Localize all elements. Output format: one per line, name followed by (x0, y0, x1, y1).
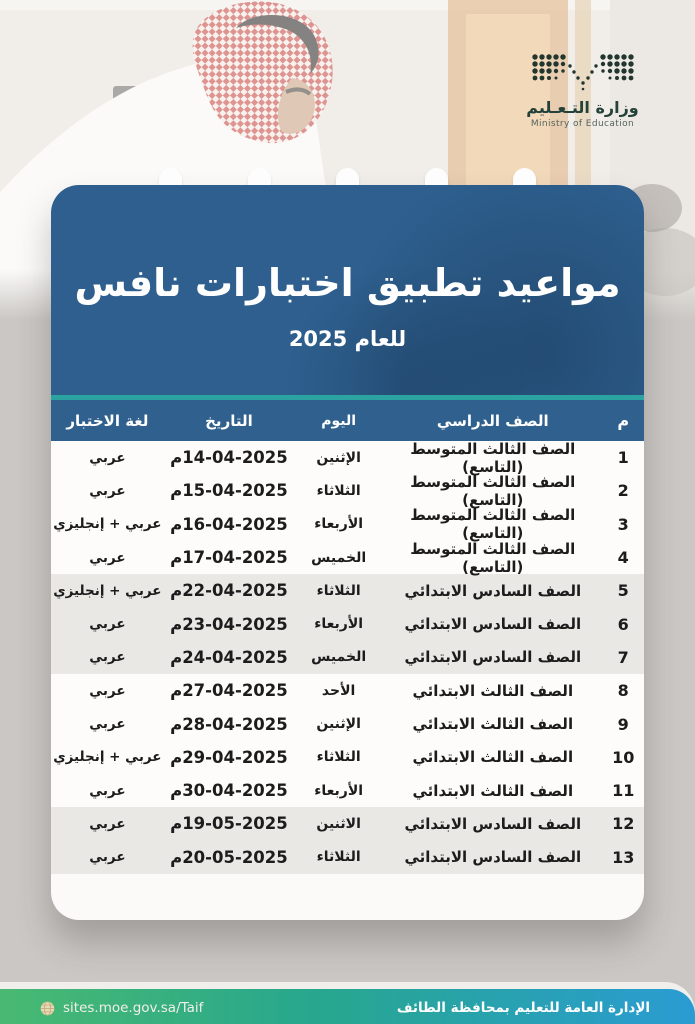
cell-number: 10 (612, 747, 635, 767)
cell-number: 1 (617, 448, 629, 468)
cell-day: الأحد (321, 682, 356, 699)
cell-day: الثلاثاء (316, 582, 361, 599)
footer-website (40, 1000, 203, 1016)
cell-number: 4 (617, 548, 629, 568)
cell-grade: الصف الثالث الابتدائي (412, 681, 574, 700)
cell-date: 27-04-2025م (170, 681, 288, 701)
cell-language: عربي + إنجليزي (53, 582, 162, 599)
table-row (51, 474, 644, 507)
globe-icon (40, 1001, 55, 1016)
ministry-logo-dots-icon (531, 52, 635, 92)
table-row (51, 574, 644, 607)
cell-day: الإثنين (316, 449, 361, 466)
cell-number: 2 (617, 481, 629, 501)
footer-organization: الإدارة العامة للتعليم بمحافظة الطائف (396, 1000, 650, 1016)
table-row (51, 841, 644, 874)
cell-day: الخميس (311, 649, 367, 666)
cell-date: 24-04-2025م (170, 647, 288, 667)
cell-day: الأربعاء (314, 616, 364, 633)
header-grade: الصف الدراسي (436, 411, 549, 430)
table-row (51, 741, 644, 774)
schedule-card (51, 185, 644, 920)
cell-day: الاثنين (316, 815, 361, 832)
cell-grade: الصف السادس الابتدائي (404, 648, 582, 667)
table-row (51, 441, 644, 474)
cell-number: 8 (617, 681, 629, 701)
cell-day: الأربعاء (314, 516, 364, 533)
cell-language: عربي (89, 616, 126, 633)
cell-grade: الصف الثالث الابتدائي (412, 781, 574, 800)
ministry-logo (520, 52, 645, 129)
cell-number: 7 (617, 647, 629, 667)
table-row (51, 607, 644, 640)
cell-grade: الصف الثالث المتوسط (التاسع) (410, 539, 576, 576)
cell-grade: الصف الثالث الابتدائي (412, 715, 574, 734)
table-row (51, 541, 644, 574)
cell-date: 29-04-2025م (170, 747, 288, 767)
table-row (51, 807, 644, 840)
cell-language: عربي + إنجليزي (53, 516, 162, 533)
header-day: اليوم (321, 412, 357, 429)
cell-number: 13 (612, 847, 635, 867)
cell-language: عربي (89, 449, 126, 466)
card-header (51, 185, 644, 395)
cell-day: الثلاثاء (316, 749, 361, 766)
table-row (51, 641, 644, 674)
cell-language: عربي (89, 782, 126, 799)
cell-number: 5 (617, 581, 629, 601)
cell-day: الأربعاء (314, 782, 364, 799)
ministry-logo-arabic: وزارة التـعـليم (526, 98, 639, 117)
cell-date: 17-04-2025م (170, 548, 288, 568)
header-number: م (617, 411, 630, 430)
cell-number: 12 (612, 814, 635, 834)
header-date: التاريخ (205, 411, 253, 430)
cell-language: عربي (89, 682, 126, 699)
cell-day: الخميس (311, 549, 367, 566)
cell-grade: الصف السادس الابتدائي (404, 615, 582, 634)
cell-number: 11 (612, 781, 635, 801)
cell-grade: الصف الثالث المتوسط (التاسع) (410, 439, 576, 476)
cell-date: 19-05-2025م (170, 814, 288, 834)
cell-grade: الصف السادس الابتدائي (404, 848, 582, 867)
cell-date: 22-04-2025م (170, 581, 288, 601)
cell-grade: الصف السادس الابتدائي (404, 814, 582, 833)
cell-grade: الصف الثالث المتوسط (التاسع) (410, 472, 576, 509)
cell-number: 3 (617, 514, 629, 534)
footer-url-text: sites.moe.gov.sa/Taif (63, 1000, 204, 1016)
header-language: لغة الاختبار (66, 411, 149, 430)
cell-grade: الصف السادس الابتدائي (404, 581, 582, 600)
cell-day: الإثنين (316, 716, 361, 733)
table-row (51, 707, 644, 740)
cell-language: عربي (89, 649, 126, 666)
cell-number: 6 (617, 614, 629, 634)
table-row (51, 508, 644, 541)
footer-band (0, 989, 695, 1024)
cell-grade: الصف الثالث المتوسط (التاسع) (410, 506, 576, 543)
table-body (51, 441, 644, 874)
cell-date: 28-04-2025م (170, 714, 288, 734)
table-header (51, 400, 644, 441)
cell-day: الثلاثاء (316, 482, 361, 499)
cell-language: عربي (89, 549, 126, 566)
poster-title: مواعيد تطبيق اختبارات نافس (74, 261, 621, 305)
cell-language: عربي (89, 849, 126, 866)
cell-language: عربي (89, 482, 126, 499)
cell-number: 9 (617, 714, 629, 734)
cell-language: عربي (89, 716, 126, 733)
cell-date: 14-04-2025م (170, 448, 288, 468)
cell-language: عربي (89, 815, 126, 832)
poster-subtitle: للعام 2025 (288, 326, 407, 351)
table-row (51, 774, 644, 807)
table-row (51, 674, 644, 707)
cell-date: 23-04-2025م (170, 614, 288, 634)
ministry-logo-english: Ministry of Education (530, 119, 635, 129)
cell-date: 16-04-2025م (170, 514, 288, 534)
cell-date: 30-04-2025م (170, 781, 288, 801)
cell-language: عربي + إنجليزي (53, 749, 162, 766)
cell-grade: الصف الثالث الابتدائي (412, 748, 574, 767)
cell-date: 15-04-2025م (170, 481, 288, 501)
cell-day: الثلاثاء (316, 849, 361, 866)
cell-date: 20-05-2025م (170, 847, 288, 867)
